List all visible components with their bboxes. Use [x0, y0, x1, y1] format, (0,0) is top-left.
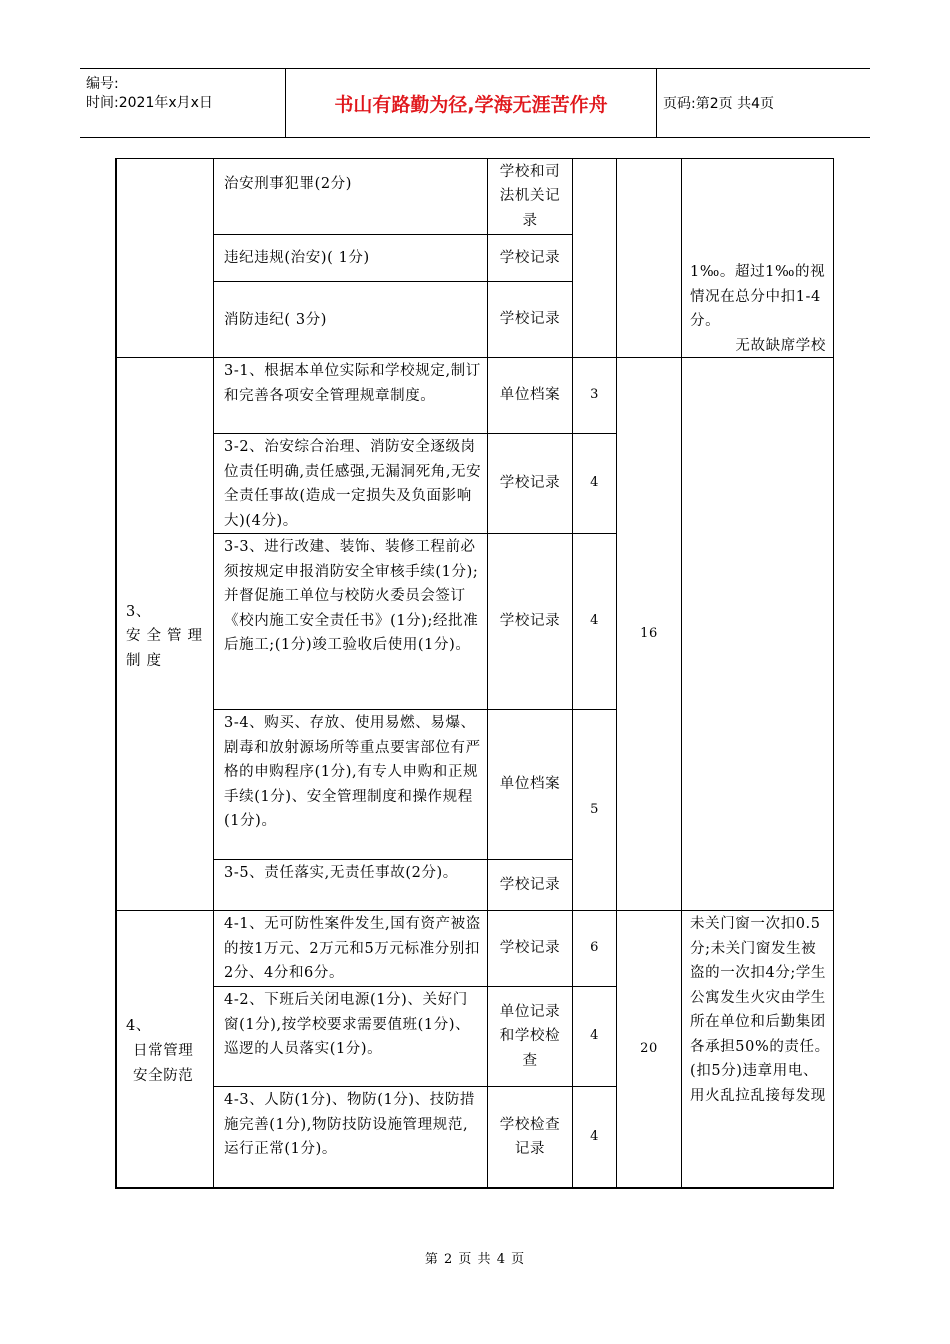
note-top-2: 无故缺席学校 [735, 338, 826, 354]
row-a-item: 治安刑事犯罪(2分) [224, 176, 353, 192]
header-page-label: 页码:第2页 共4页 [663, 96, 774, 112]
section-4-total: 20 [640, 1040, 658, 1056]
note-4: 未关门窗一次扣0.5分;未关门窗发生被盗的一次扣4分;学生公寓发生火灾由学生所在单位和后勤集团各承担50%的责任。(扣5分)违章用电、用火乱拉乱接每发现 [690, 916, 830, 1104]
row-43-method: 学校检查记录 [499, 1116, 561, 1157]
row-32-item: 3-2、治安综合治理、消防安全逐级岗位责任明确,责任感强,无漏洞死角,无安全责任事故(造成一定损失及负面影响大)(4分)。 [224, 439, 482, 529]
top-score-cell [572, 158, 617, 358]
row-43-item: 4-3、人防(1分)、物防(1分)、技防措施完善(1分),物防技防设施管理规范,运行正常(1分)。 [224, 1092, 476, 1157]
row-b-method-cell [487, 234, 573, 282]
section-3-title: 安全管理制度 [126, 628, 208, 669]
row-c-method: 学校记录 [499, 311, 561, 328]
section-4-title-a: 日常管理 [133, 1043, 194, 1059]
row-c-item: 消防违纪( 3分) [224, 312, 328, 328]
row-34-item: 3-4、购买、存放、使用易燃、易爆、剧毒和放射源场所等重点要害部位有严格的申购程序(1分),有专人申购和正规手续(1分)、安全管理制度和操作规程(1分)。 [224, 715, 481, 829]
section-3-num: 3、 [126, 604, 151, 620]
section-3-note-cell [681, 357, 834, 911]
row-43-method-cell [487, 1086, 573, 1188]
row-41-item: 4-1、无可防性案件发生,国有资产被盗的按1万元、2万元和5万元标准分别扣2分、4分和6分。 [224, 916, 481, 981]
row-32-score-cell [572, 433, 617, 534]
row-42-method-cell [487, 986, 573, 1087]
row-34-method-cell [487, 709, 573, 860]
section-4-total-cell [616, 910, 682, 1188]
time-label: 时间:2021年x月x日 [86, 95, 213, 111]
row-31-method: 单位档案 [499, 387, 561, 404]
row-41-score: 6 [590, 940, 599, 956]
row-345-score: 5 [590, 801, 599, 817]
row-b-method: 学校记录 [499, 249, 561, 266]
header-meta [80, 69, 285, 137]
row-32-score: 4 [590, 475, 599, 491]
row-41-method-cell [487, 910, 573, 987]
section-4-num: 4、 [126, 1018, 151, 1034]
row-42-score-cell [572, 986, 617, 1087]
row-33-method: 学校记录 [499, 613, 561, 630]
row-33-score: 4 [590, 613, 599, 629]
row-35-method-cell [487, 859, 573, 911]
row-41-method: 学校记录 [499, 940, 561, 957]
row-43-score: 4 [590, 1128, 599, 1144]
page-header [80, 68, 870, 138]
row-33-score-cell [572, 533, 617, 710]
row-c-method-cell [487, 281, 573, 358]
row-41-score-cell [572, 910, 617, 987]
row-33-item: 3-3、进行改建、装饰、装修工程前必须按规定申报消防安全审核手续(1分);并督促施工单位与校防火委员会签订《校内施工安全责任书》(1分);经批准后施工;(1分)竣工验收后使用(1分)。 [224, 539, 479, 653]
row-35-method: 学校记录 [499, 876, 561, 893]
table-row [213, 158, 488, 235]
row-32-method-cell [487, 433, 573, 534]
row-35-item: 3-5、责任落实,无责任事故(2分)。 [224, 865, 458, 881]
section-cont-cell [116, 158, 214, 358]
number-label: 编号: [86, 76, 119, 92]
section-4-title-b: 安全防范 [133, 1068, 194, 1084]
page-footer: 第 2 页 共 4 页 [424, 1252, 526, 1267]
row-43-score-cell [572, 1086, 617, 1188]
header-motto: 书山有路勤为径,学海无涯苦作舟 [285, 69, 657, 137]
row-42-item: 4-2、下班后关闭电源(1分)、关好门窗(1分),按学校要求需要值班(1分)、巡逻的人员落实(1分)。 [224, 992, 471, 1057]
row-a-method: 学校和司法机关记录 [499, 163, 561, 229]
row-b-item: 违纪违规(治安)( 1分) [224, 250, 370, 266]
row-a-method-cell [487, 158, 573, 235]
top-total-cell [616, 158, 682, 358]
row-33-method-cell [487, 533, 573, 710]
row-42-method: 单位记录和学校检查 [499, 1003, 561, 1069]
section-3-total: 16 [640, 625, 658, 641]
note-top: 1‰。超过1‰的视情况在总分中扣1-4分。 [690, 264, 826, 329]
row-31-score-cell [572, 357, 617, 434]
row-32-method: 学校记录 [499, 475, 561, 492]
row-345-score-cell [572, 709, 617, 911]
section-3-total-cell [616, 357, 682, 911]
row-31-score: 3 [590, 387, 599, 403]
row-42-score: 4 [590, 1028, 599, 1044]
row-34-method: 单位档案 [499, 776, 561, 793]
row-31-method-cell [487, 357, 573, 434]
row-31-item: 3-1、根据本单位实际和学校规定,制订和完善各项安全管理规章制度。 [224, 363, 481, 404]
